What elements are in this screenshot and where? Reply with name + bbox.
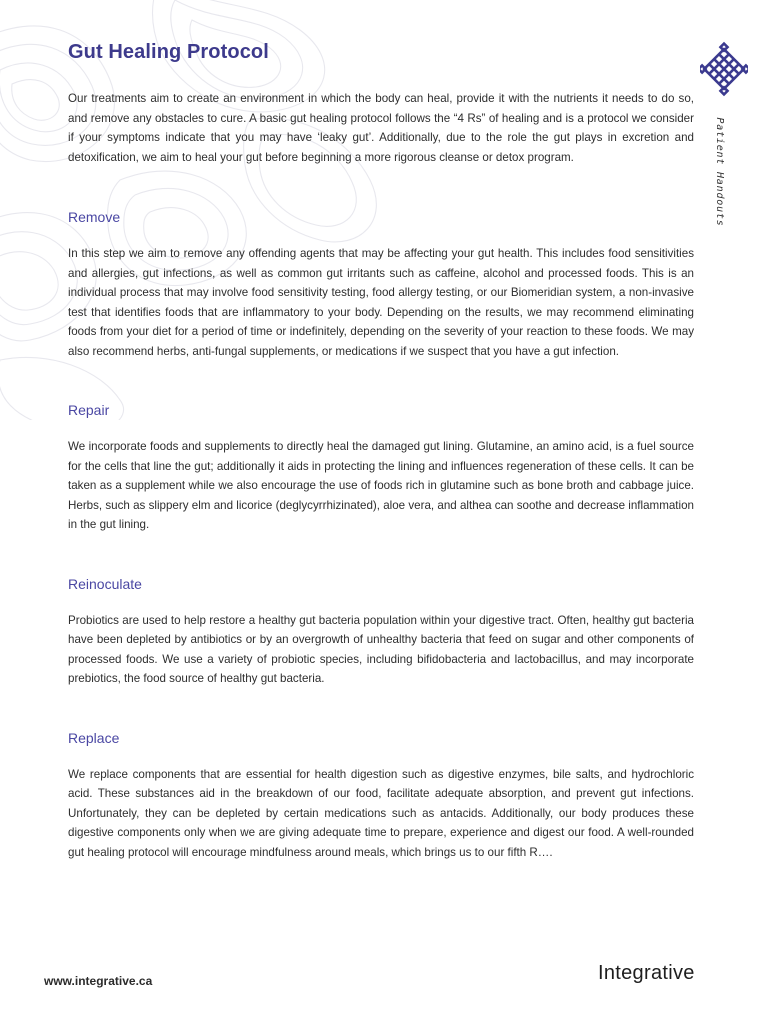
section-body-reinoculate: Probiotics are used to help restore a healthy gut bacteria population within your digestive tract. Often, healthy gut bacteria have been depleted by antibiotics or by an overgrowth of unhealthy bacteria that feed on sugar and other components of processed foods. We use a variety of probiotic species, including bifidobacteria and lactobacillus, and may incorporate prebiotics, the food source of healthy gut bacteria.	[68, 613, 694, 685]
section-heading-reinoculate: Reinoculate	[68, 575, 142, 592]
footer-brand-logo: Integrative	[598, 962, 695, 984]
section-body-replace: We replace components that are essential for health digestion such as digestive enzymes, bile salts, and hydrochloric acid. These substances aid in the breakdown of our food, facilitate adequate absorption, and prevent gut infections. Unfortunately, they can be depleted by certain medications such as antacids. Additionally, our body produces these digestive components only when we are giving adequate time to prepare, experience and digest our food. A well-rounded gut healing protocol will encourage mindfulness around meals, which brings us to our fifth R….	[68, 767, 694, 859]
page-title: Gut Healing Protocol	[68, 41, 269, 63]
section-heading-remove: Remove	[68, 209, 121, 225]
section-body-repair: We incorporate foods and supplements to directly heal the damaged gut lining. Glutamine, an amino acid, is a fuel source for the cells that line the gut; additionally it aids in protecting the lining and influences regeneration of these cells. It can be taken as a supplement while we also encourage the use of foods rich in glutamine such as bone broth and cabbage juice. Herbs, such as slippery elm and licorice (deglycyrrhizinated), aloe vera, and althea can soothe and decrease inflammation in the gut lining.	[68, 440, 694, 531]
footer-website-link[interactable]: www.integrative.ca	[44, 974, 153, 988]
side-label: Patient Handouts	[714, 117, 725, 227]
intro-paragraph: Our treatments aim to create an environment in which the body can heal, provide it with the nutrients it needs to do so, and remove any obstacles to cure. A basic gut healing protocol follows the “4 Rs” of healing and is a protocol we consider if your symptoms indicate that you may have ‘leaky gut’. Additionally, due to the role the gut plays in excretion and detoxification, we aim to heal your gut before beginning a more rigorous cleanse or detox program.	[68, 92, 694, 164]
section-heading-replace: Replace	[68, 729, 120, 746]
section-body-remove: In this step we aim to remove any offending agents that may be affecting your gut health. This includes food sensitivities and allergies, gut infections, as well as common gut irritants such as caffeine, alcohol and processed foods. This is an individual process that may involve food sensitivity testing, food allergy testing, or our Biomeridian system, a non-invasive test that identifies foods that are inflammatory to your body. Depending on the results, we may recommend eliminating foods from your diet for a period of time or indefinitely, depending on the severity of your reaction to these foods. We may also recommend herbs, anti-fungal supplements, or medications if we suspect that you have a gut infection.	[68, 247, 694, 358]
document-body	[68, 89, 694, 862]
endless-knot-icon	[700, 40, 748, 98]
section-heading-repair: Repair	[68, 402, 110, 418]
